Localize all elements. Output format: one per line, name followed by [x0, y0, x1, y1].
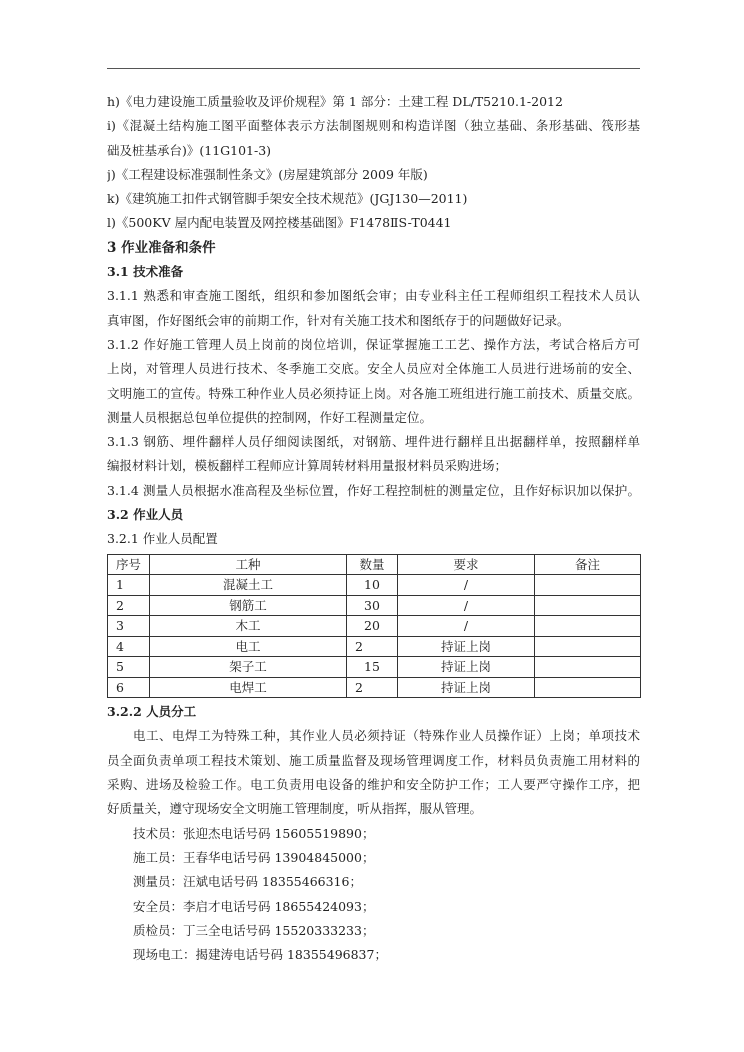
header-cell: 备注	[535, 554, 641, 575]
cell: 30	[347, 595, 398, 616]
table-row	[108, 595, 641, 616]
cell	[535, 677, 641, 698]
text-line: 采购、进场及检验工作。电工负责用电设备的维护和安全防护工作；工人要严守操作工序，把	[107, 777, 640, 793]
cell: 2	[347, 636, 398, 657]
text-line: 3.1.2 作好施工管理人员上岗前的岗位培训，保证掌握施工工艺、操作方法，考试合格后方可	[107, 336, 640, 352]
cell	[535, 616, 641, 637]
table-row	[108, 657, 641, 678]
cell: 2	[108, 595, 150, 616]
cell	[535, 575, 641, 596]
table-row	[108, 677, 641, 698]
contact-line: 施工员：王春华电话号码 13904845000；	[133, 849, 375, 865]
reference-h: h)《电力建设施工质量验收及评价规程》第 1 部分：土建工程 DL/T5210.1-2012	[107, 94, 563, 109]
cell	[535, 657, 641, 678]
table-row	[108, 636, 641, 657]
cell: 持证上岗	[398, 677, 535, 698]
header-cell: 序号	[108, 554, 150, 575]
cell: 电工	[150, 636, 347, 657]
header-cell: 工种	[150, 554, 347, 575]
reference-l: l)《500KV 屋内配电装置及网控楼基础图》F1478ⅡS-T0441	[107, 215, 452, 231]
cell: 架子工	[150, 657, 347, 678]
section-3-2-2-heading-text: 3.2.2 人员分工	[107, 704, 197, 720]
reference-j: j)《工程建设标准强制性条文》(房屋建筑部分 2009 年版)	[107, 166, 428, 182]
contact-line: 安全员：李启才电话号码 18655424093；	[133, 898, 375, 914]
cell	[535, 636, 641, 657]
cell: /	[398, 616, 535, 637]
section-3-2-1-heading: 3.2.1 作业人员配置	[107, 531, 218, 547]
table-row	[108, 575, 641, 596]
cell: 3	[108, 616, 150, 637]
cell: 20	[347, 616, 398, 637]
text-line: 3.1.3 钢筋、埋件翻样人员仔细阅读图纸，对钢筋、埋件进行翻样且出据翻样单，按照翻样单	[107, 434, 640, 450]
cell: 钢筋工	[150, 595, 347, 616]
cell: 6	[108, 677, 150, 698]
staffing-table	[107, 554, 641, 699]
contact-line: 质检员：丁三全电话号码 15520333233；	[133, 922, 375, 938]
header-cell: 要求	[398, 554, 535, 575]
section-3-1-heading: 3.1 技术准备	[107, 264, 184, 280]
cell: 4	[108, 636, 150, 657]
text-line: 电工、电焊工为特殊工种，其作业人员必须持证（特殊作业人员操作证）上岗；单项技术	[133, 728, 640, 744]
cell: /	[398, 575, 535, 596]
text-line: 测量人员根据总包单位提供的控制网，作好工程测量定位。	[107, 409, 433, 425]
contact-line: 测量员：汪斌电话号码 18355466316；	[133, 874, 362, 890]
cell: 2	[347, 677, 398, 698]
cell: 15	[347, 657, 398, 678]
text-line: 员全面负责单项工程技术策划、施工质量监督及现场管理调度工作，材料员负责施工用材料的	[107, 752, 640, 768]
text-line: 3.1.4 测量人员根据水准高程及坐标位置，作好工程控制桩的测量定位，且作好标识加以保护。	[107, 482, 640, 498]
text-line: 编报材料计划，模板翻样工程师应计算周转材料用量报材料员采购进场；	[107, 458, 508, 474]
text-line: 文明施工的宣传。特殊工种作业人员必须持证上岗。对各施工班组进行施工前技术、质量交底。	[107, 385, 640, 401]
text-line: 上岗，对管理人员进行技术、冬季施工交底。安全人员应对全体施工人员进行进场前的安全、	[107, 361, 640, 377]
table-row	[108, 616, 641, 637]
cell: 1	[108, 575, 150, 596]
text-line: 真审图，作好图纸会审的前期工作，针对有关施工技术和图纸存于的问题做好记录。	[107, 312, 570, 328]
header-rule	[107, 68, 640, 69]
document-body	[107, 90, 640, 967]
text-line: 好质量关，遵守现场安全文明施工管理制度，听从指挥，服从管理。	[107, 801, 483, 817]
text-line: 3.1.1 熟悉和审查施工图纸，组织和参加图纸会审；由专业科主任工程师组织工程技术人员认	[107, 288, 640, 304]
contact-line: 现场电工：揭建涛电话号码 18355496837；	[133, 947, 387, 963]
cell: 木工	[150, 616, 347, 637]
cell	[535, 595, 641, 616]
table-header-row	[108, 554, 641, 575]
cell: /	[398, 595, 535, 616]
header-cell: 数量	[347, 554, 398, 575]
reference-k: k)《建筑施工扣件式钢管脚手架安全技术规范》(JGJ130—2011)	[107, 191, 468, 207]
cell: 持证上岗	[398, 657, 535, 678]
cell: 电焊工	[150, 677, 347, 698]
section-3-heading: 3 作业准备和条件	[107, 239, 216, 256]
cell: 持证上岗	[398, 636, 535, 657]
contact-line: 技术员：张迎杰电话号码 15605519890；	[133, 825, 375, 841]
cell: 混凝土工	[150, 575, 347, 596]
cell: 5	[108, 657, 150, 678]
reference-i-cont: 础及桩基承台)》(11G101-3)	[107, 142, 272, 158]
cell: 10	[347, 575, 398, 596]
reference-i: i)《混凝土结构施工图平面整体表示方法制图规则和构造详图（独立基础、条形基础、筏形基	[107, 118, 640, 134]
section-3-2-2-heading	[107, 700, 640, 724]
section-3-2-heading: 3.2 作业人员	[107, 507, 184, 523]
